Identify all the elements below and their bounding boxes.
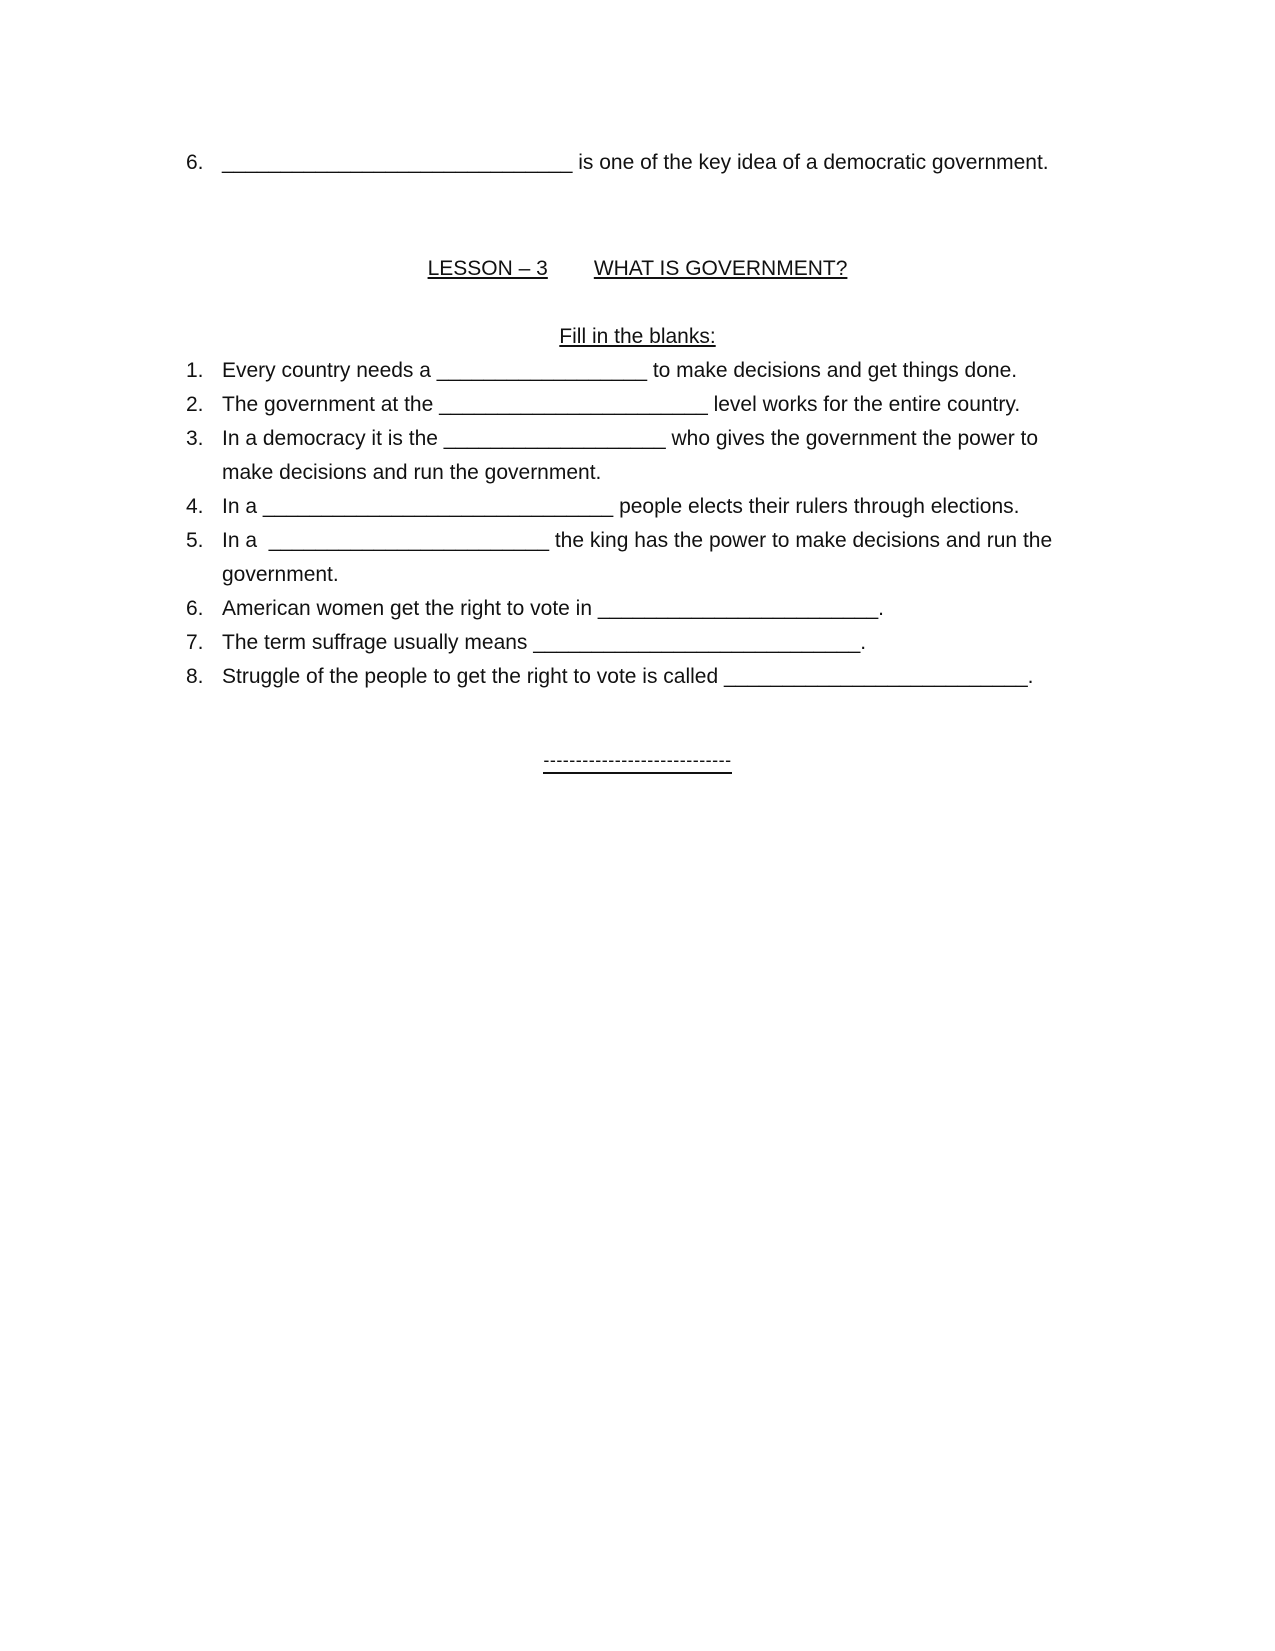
section-title: Fill in the blanks:: [559, 325, 716, 348]
lesson-title: WHAT IS GOVERNMENT?: [593, 257, 848, 280]
question-number: 8.: [186, 665, 204, 688]
question-text: Every country needs a __________________ to make decisions and get things done.: [222, 359, 1018, 382]
question-number: 5.: [186, 529, 204, 552]
question-text-continued: government.: [222, 563, 339, 586]
question-text: Struggle of the people to get the right to vote is called __________________________.: [222, 665, 1034, 688]
question-number: 3.: [186, 427, 204, 450]
question-text: American women get the right to vote in ________________________.: [222, 597, 884, 620]
question-text-continued: make decisions and run the government.: [222, 461, 602, 484]
end-marker: -----------------------------: [0, 749, 1275, 771]
question-text: In a ______________________________ people elects their rulers through elections.: [222, 495, 1020, 518]
question-number: 6.: [186, 597, 204, 620]
question-number: 1.: [186, 359, 204, 382]
prev-item-text: ______________________________ is one of the key idea of a democratic government.: [222, 151, 1049, 174]
question-text: In a democracy it is the ___________________ who gives the government the power to: [222, 427, 1039, 450]
question-number: 7.: [186, 631, 204, 654]
question-text: In a ________________________ the king has the power to make decisions and run the: [222, 529, 1053, 552]
question-text: The government at the _______________________ level works for the entire country.: [222, 393, 1021, 416]
lesson-heading: [0, 256, 1275, 282]
lesson-label: LESSON – 3: [427, 257, 548, 280]
question-number: 4.: [186, 495, 204, 518]
prev-item-number: 6.: [186, 151, 204, 174]
question-text: The term suffrage usually means ____________________________.: [222, 631, 867, 654]
question-number: 2.: [186, 393, 204, 416]
